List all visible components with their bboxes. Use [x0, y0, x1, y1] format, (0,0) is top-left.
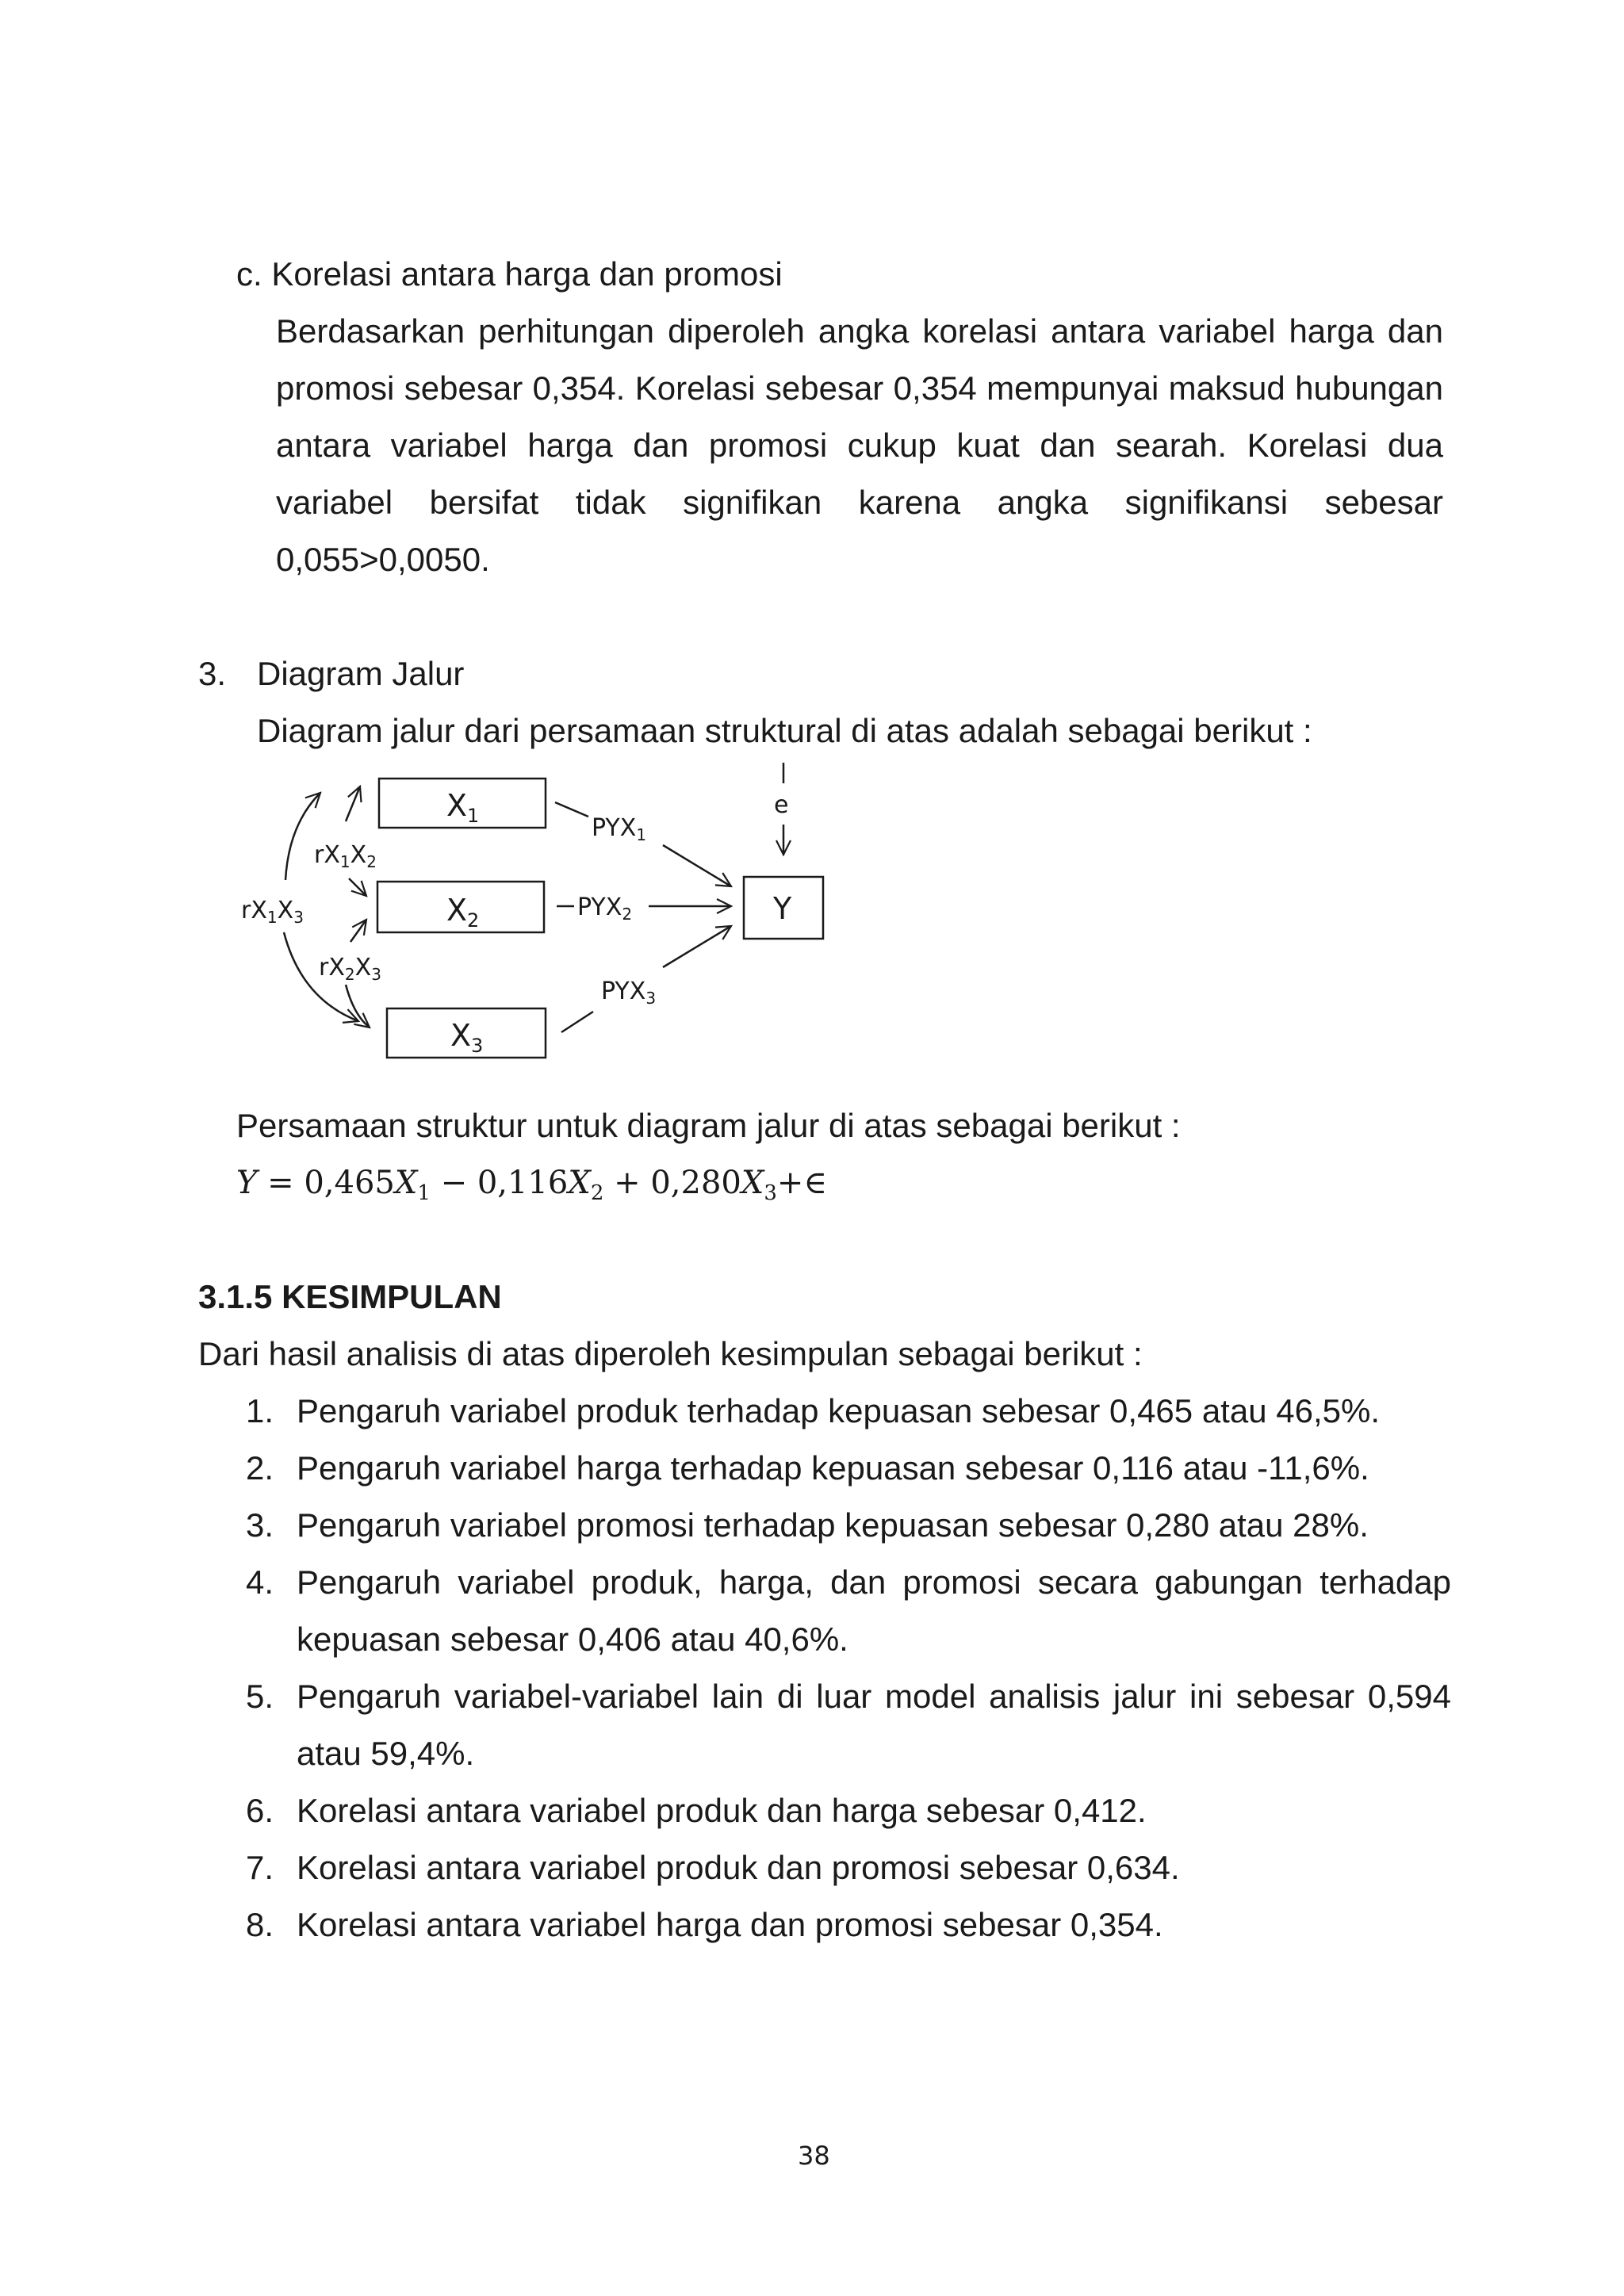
pyx3-arrow	[663, 926, 731, 967]
kesimpulan-intro: Dari hasil analisis di atas diperoleh kesimpulan sebagai berikut :	[198, 1335, 1143, 1372]
list-item-text: atau 59,4%.	[297, 1735, 475, 1772]
pyx3-label: $PYX_3$	[601, 978, 657, 1008]
e-label: e	[774, 791, 789, 819]
r23-label: $rX_2X_3$	[319, 954, 381, 984]
pyx1-label: $PYX_1$	[592, 814, 647, 844]
list-item-number: 1.	[246, 1392, 274, 1429]
r12-label: $rX_1X_2$	[314, 841, 377, 871]
section-c-heading: c. Korelasi antara harga dan promosi	[236, 255, 783, 293]
r13-label: $rX_1X_3$	[241, 897, 304, 927]
section-c-line-3: antara variabel harga dan promosi cukup kuat dan searah. Korelasi dua	[276, 427, 1443, 464]
structural-equation: $Y = 0,465X_1 - 0,116X_2$ + $0,280X_3+\in$	[236, 1165, 828, 1205]
list-item-text: Korelasi antara variabel produk dan promosi sebesar 0,634.	[297, 1849, 1180, 1886]
list-item-number: 7.	[246, 1849, 274, 1886]
x1-label: $X_1$	[446, 788, 480, 827]
pyx1-arrow	[663, 845, 731, 886]
x3-label: $X_3$	[450, 1018, 484, 1057]
list-item-number: 3.	[246, 1506, 274, 1544]
pyx2-label: $PYX_2$	[577, 894, 633, 924]
list-item-text: Korelasi antara variabel produk dan harga sebesar 0,412.	[297, 1792, 1147, 1829]
r12-arrow-up	[346, 786, 360, 821]
list-item-number: 6.	[246, 1792, 274, 1829]
list-item-number: 8.	[246, 1906, 274, 1943]
equation-intro: Persamaan struktur untuk diagram jalur di atas sebagai berikut :	[236, 1107, 1181, 1144]
x2-label: $X_2$	[446, 893, 480, 932]
list-item-text: kepuasan sebesar 0,406 atau 40,6%.	[297, 1621, 848, 1658]
section-c-line-4: variabel bersifat tidak signifikan karena angka signifikansi sebesar	[276, 484, 1443, 521]
pyx1-line-a	[555, 802, 588, 817]
section-3-number: 3.	[198, 655, 227, 692]
list-item-text: Pengaruh variabel-variabel lain di luar model analisis jalur ini sebesar 0,594	[297, 1678, 1451, 1715]
section-3-intro: Diagram jalur dari persamaan struktural di atas adalah sebagai berikut :	[257, 712, 1312, 749]
list-item-text: Pengaruh variabel produk terhadap kepuasan sebesar 0,465 atau 46,5%.	[297, 1392, 1380, 1429]
list-item-text: Korelasi antara variabel harga dan promosi sebesar 0,354.	[297, 1906, 1163, 1943]
r23-arrow-up	[350, 920, 366, 942]
list-item-number: 5.	[246, 1678, 274, 1715]
list-item-number: 2.	[246, 1449, 274, 1487]
page-number: 38	[798, 2141, 830, 2171]
list-item-number: 4.	[246, 1563, 274, 1601]
section-3-title: Diagram Jalur	[257, 655, 465, 692]
section-c-line-1: Berdasarkan perhitungan diperoleh angka korelasi antara variabel harga dan	[276, 312, 1443, 350]
y-label: Y	[773, 891, 792, 926]
pyx3-line-a	[561, 1012, 593, 1032]
kesimpulan-heading: 3.1.5 KESIMPULAN	[198, 1278, 502, 1315]
r12-arrow-down	[349, 878, 366, 896]
path-diagram	[0, 0, 1624, 1110]
section-c-line-2: promosi sebesar 0,354. Korelasi sebesar 0,354 mempunyai maksud hubungan	[276, 369, 1443, 407]
list-item-text: Pengaruh variabel harga terhadap kepuasan sebesar 0,116 atau -11,6%.	[297, 1449, 1369, 1487]
list-item-text: Pengaruh variabel produk, harga, dan promosi secara gabungan terhadap	[297, 1563, 1451, 1601]
list-item-text: Pengaruh variabel promosi terhadap kepuasan sebesar 0,280 atau 28%.	[297, 1506, 1369, 1544]
section-c-line-5: 0,055>0,0050.	[276, 541, 490, 578]
